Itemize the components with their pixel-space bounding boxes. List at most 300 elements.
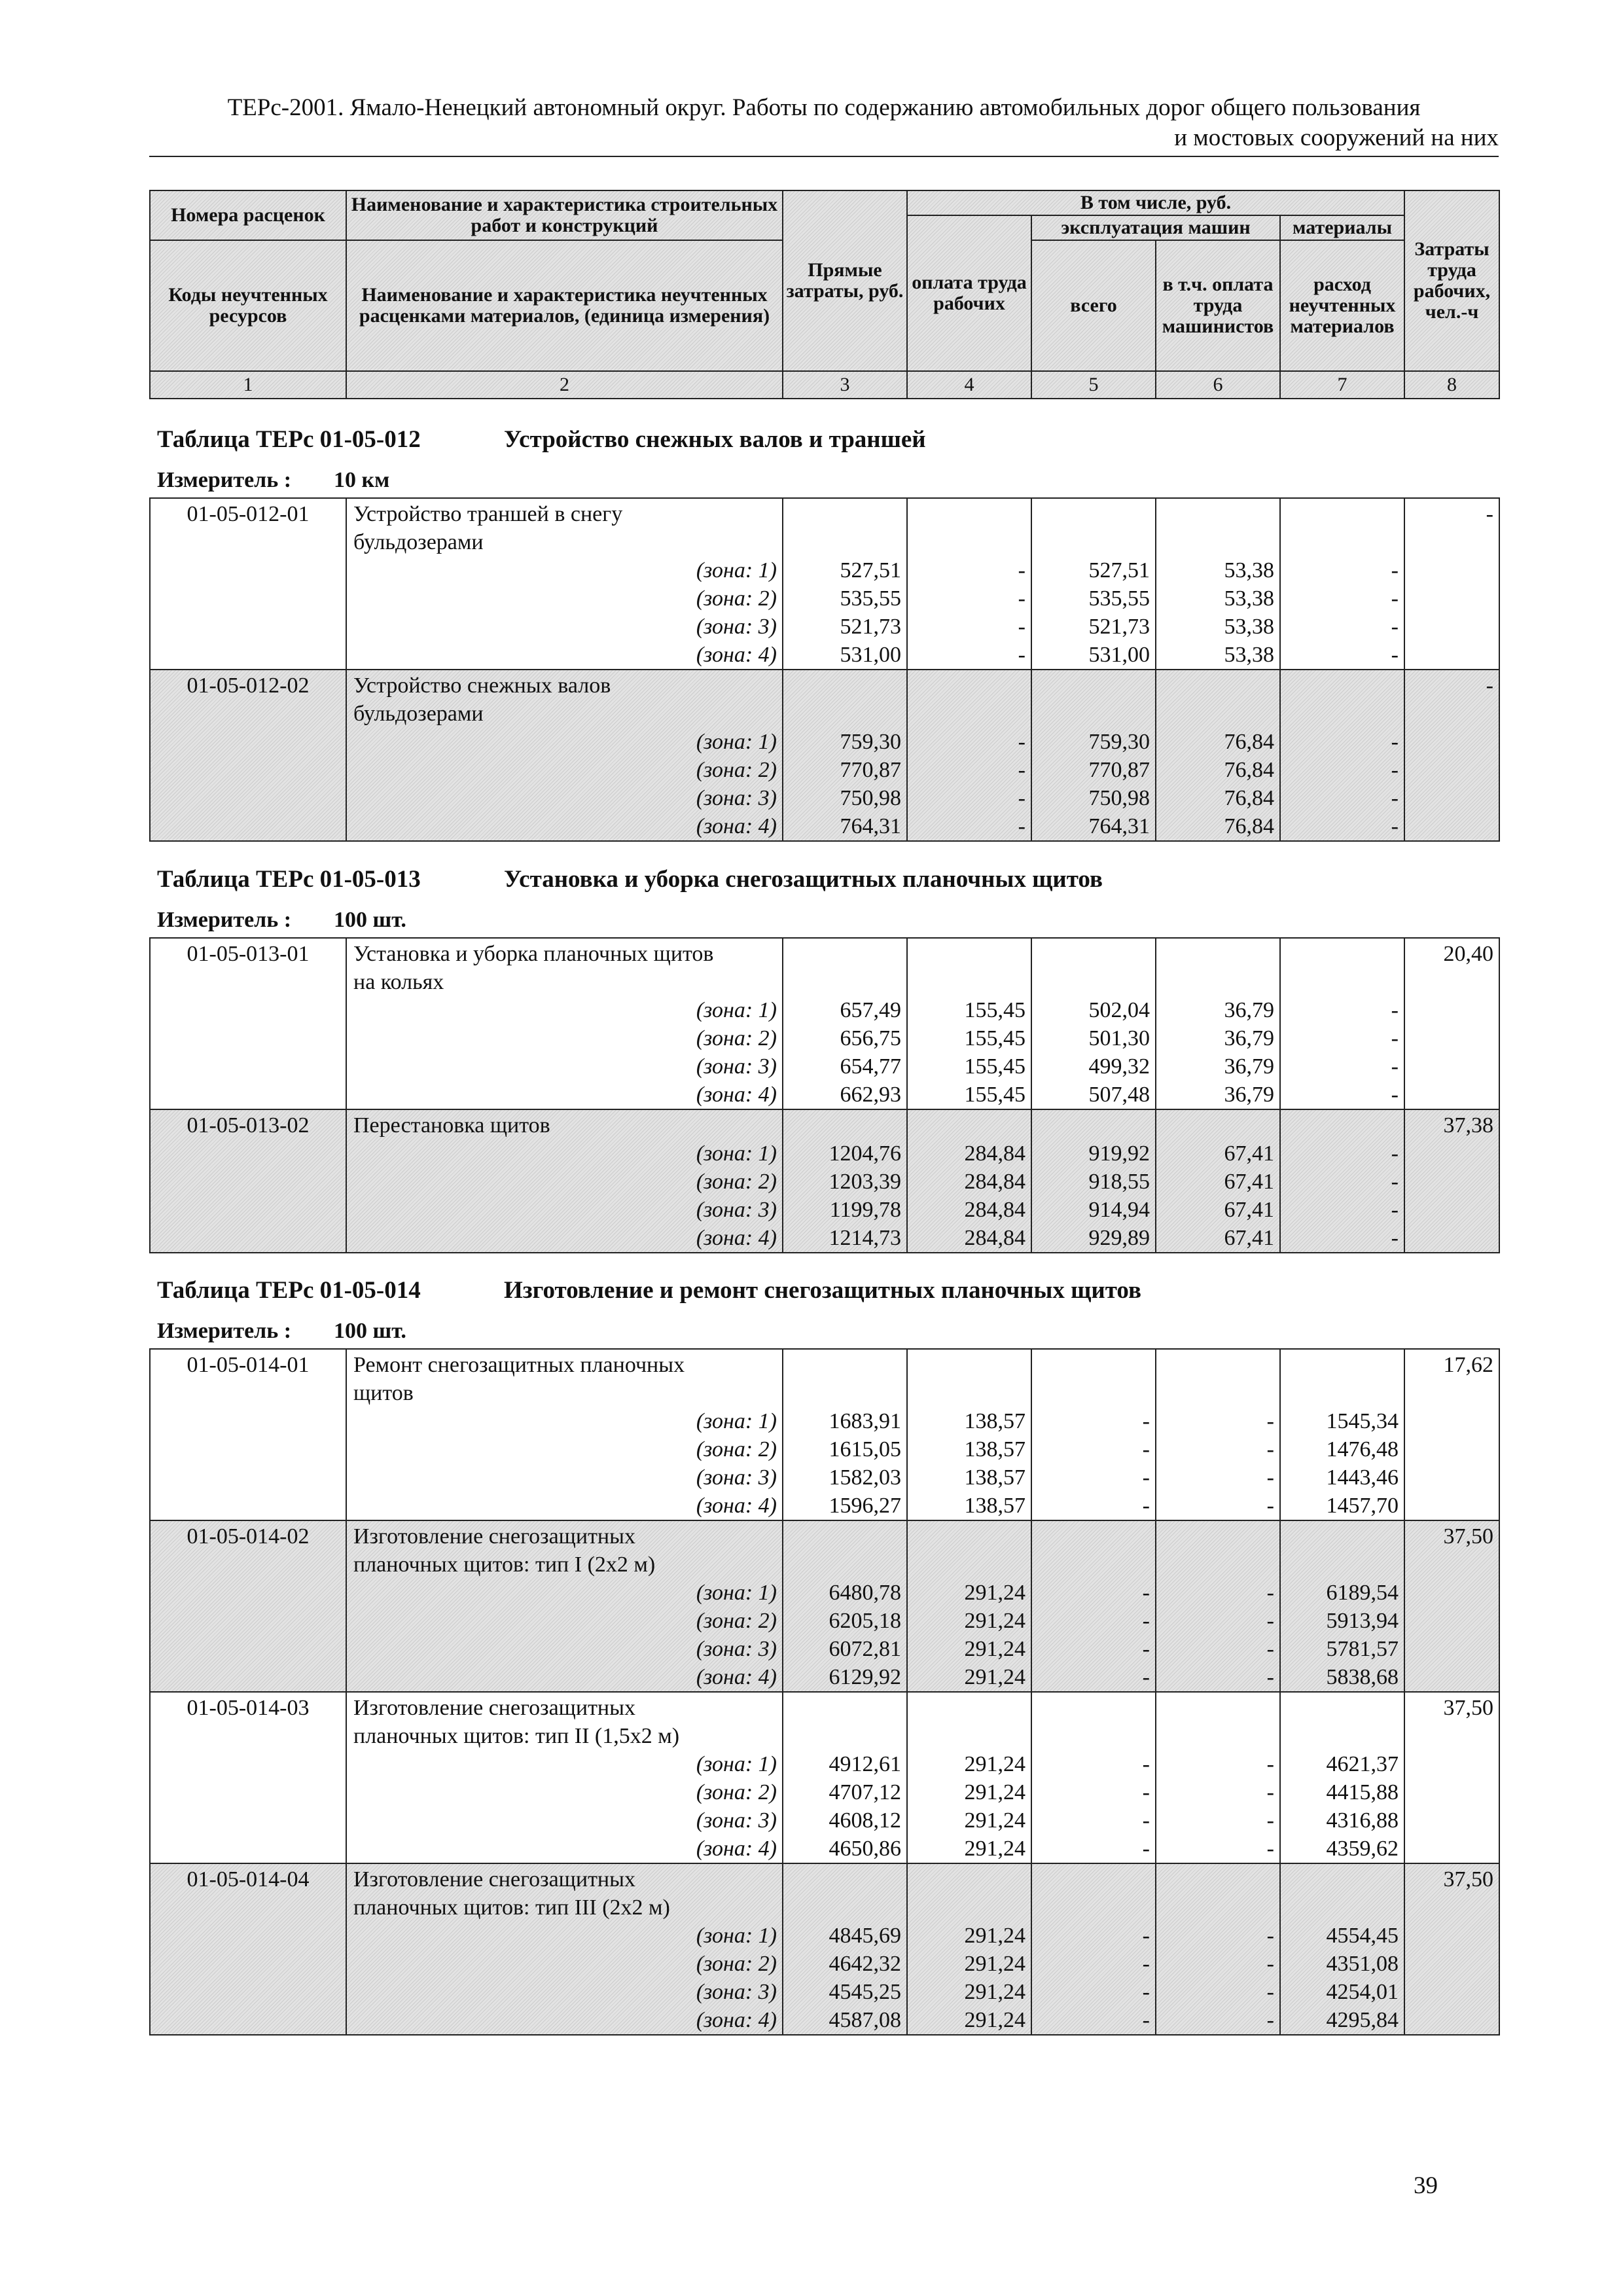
machines-total-value: -	[1142, 1437, 1150, 1462]
labor-cost-value: 37,50	[1404, 1692, 1499, 1863]
zone-label: (зона: 4)	[696, 2008, 777, 2032]
measure-value: 10 км	[334, 468, 390, 492]
machinist-pay-value: 36,79	[1224, 1026, 1274, 1050]
machines-total-value: -	[1142, 1924, 1150, 1948]
material-usage-value: -	[1391, 1026, 1399, 1050]
material-usage-value: -	[1391, 1083, 1399, 1107]
material-usage-value: 5913,94	[1326, 1609, 1399, 1633]
column-header-table	[149, 190, 1500, 399]
material-usage-value: 4554,45	[1326, 1924, 1399, 1948]
machines-total-value: -	[1142, 1409, 1150, 1433]
material-usage-value: -	[1391, 1226, 1399, 1250]
column-number: 8	[1404, 371, 1499, 399]
description-line: планочных щитов: тип I (2х2 м)	[353, 1552, 656, 1577]
worker-pay-value-cell	[907, 670, 1031, 841]
machines-total-value: -	[1142, 1637, 1150, 1661]
material-usage-value-cell	[1280, 1863, 1404, 2035]
section-title	[157, 1276, 1141, 1304]
worker-pay-value-cell	[907, 1863, 1031, 2035]
labor-cost-value: 37,38	[1404, 1109, 1499, 1253]
direct-cost-value: 654,77	[840, 1054, 901, 1079]
machines-total-value-cell	[1031, 670, 1156, 841]
worker-pay-value: 138,57	[964, 1409, 1026, 1433]
zone-label: (зона: 1)	[696, 1581, 777, 1605]
direct-cost-value: 6480,78	[829, 1581, 901, 1605]
machinist-pay-value: 67,41	[1224, 1141, 1274, 1166]
measure-unit	[157, 908, 406, 933]
material-usage-value: 4254,01	[1326, 1980, 1399, 2004]
rate-description	[346, 498, 783, 670]
header-rate-numbers: Номера расценок	[150, 190, 346, 240]
machines-total-value: 507,48	[1088, 1083, 1150, 1107]
table-title: Изготовление и ремонт снегозащитных планочных щитов	[504, 1277, 1141, 1304]
machines-total-value: 502,04	[1088, 998, 1150, 1022]
material-usage-value-cell	[1280, 670, 1404, 841]
labor-cost-value: -	[1404, 670, 1499, 841]
worker-pay-value: 291,24	[964, 1665, 1026, 1689]
material-usage-value: -	[1391, 758, 1399, 782]
machinist-pay-value: -	[1266, 1952, 1274, 1976]
machines-total-value: 929,89	[1088, 1226, 1150, 1250]
rate-code: 01-05-013-01	[150, 938, 346, 1109]
machines-total-value: -	[1142, 1780, 1150, 1804]
worker-pay-value: 155,45	[964, 1026, 1026, 1050]
material-usage-value: -	[1391, 730, 1399, 754]
zone-label: (зона: 4)	[696, 643, 777, 667]
direct-cost-value: 759,30	[840, 730, 901, 754]
rate-row	[150, 1692, 1499, 1863]
machinist-pay-value: 53,38	[1224, 615, 1274, 639]
worker-pay-value: -	[1018, 786, 1026, 810]
worker-pay-value-cell	[907, 1109, 1031, 1253]
worker-pay-value: 155,45	[964, 1083, 1026, 1107]
material-usage-value-cell	[1280, 938, 1404, 1109]
direct-cost-value: 1582,03	[829, 1465, 901, 1490]
zone-label: (зона: 2)	[696, 1170, 777, 1194]
material-usage-value: 5838,68	[1326, 1665, 1399, 1689]
machines-total-value: 535,55	[1088, 586, 1150, 611]
direct-cost-value: 1203,39	[829, 1170, 901, 1194]
header-material-names: Наименование и характеристика неучтенных расценками материалов, (единица измерения)	[346, 240, 783, 371]
column-number: 2	[346, 371, 783, 399]
labor-cost-value: 37,50	[1404, 1520, 1499, 1692]
direct-cost-value: 6129,92	[829, 1665, 901, 1689]
worker-pay-value: 291,24	[964, 1637, 1026, 1661]
page-number: 39	[1414, 2172, 1438, 2199]
machines-total-value: -	[1142, 1581, 1150, 1605]
rate-row	[150, 498, 1499, 670]
worker-pay-value: 291,24	[964, 1952, 1026, 1976]
rate-code: 01-05-014-03	[150, 1692, 346, 1863]
machinist-pay-value-cell	[1156, 1520, 1280, 1692]
worker-pay-value: 291,24	[964, 2008, 1026, 2032]
column-number: 3	[783, 371, 907, 399]
direct-cost-value: 6072,81	[829, 1637, 901, 1661]
header-machines-total: всего	[1031, 240, 1156, 371]
material-usage-value: 5781,57	[1326, 1637, 1399, 1661]
worker-pay-value-cell	[907, 498, 1031, 670]
rate-row	[150, 938, 1499, 1109]
header-direct-costs: Прямые затраты, руб.	[783, 190, 907, 371]
machinist-pay-value: -	[1266, 1465, 1274, 1490]
direct-cost-value: 4707,12	[829, 1780, 901, 1804]
machines-total-value: 919,92	[1088, 1141, 1150, 1166]
machines-total-value: 759,30	[1088, 730, 1150, 754]
measure-label: Измеритель :	[157, 1319, 292, 1343]
material-usage-value: -	[1391, 998, 1399, 1022]
direct-cost-value: 1683,91	[829, 1409, 901, 1433]
machinist-pay-value: -	[1266, 1494, 1274, 1518]
zone-label: (зона: 4)	[696, 814, 777, 838]
worker-pay-value: 155,45	[964, 1054, 1026, 1079]
machines-total-value: -	[1142, 1808, 1150, 1833]
section-title	[157, 865, 1103, 893]
worker-pay-value: -	[1018, 586, 1026, 611]
worker-pay-value: 155,45	[964, 998, 1026, 1022]
measure-unit	[157, 1319, 406, 1344]
machinist-pay-value: -	[1266, 1437, 1274, 1462]
description-line: Устройство снежных валов	[353, 673, 611, 698]
machines-total-value: -	[1142, 1980, 1150, 2004]
worker-pay-value: -	[1018, 643, 1026, 667]
material-usage-value: -	[1391, 1054, 1399, 1079]
machinist-pay-value-cell	[1156, 1349, 1280, 1520]
material-usage-value: 4351,08	[1326, 1952, 1399, 1976]
machinist-pay-value: -	[1266, 1637, 1274, 1661]
measure-label: Измеритель :	[157, 908, 292, 932]
material-usage-value: 1545,34	[1326, 1409, 1399, 1433]
table-title: Устройство снежных валов и траншей	[504, 426, 926, 453]
description-line: Изготовление снегозащитных	[353, 1867, 635, 1892]
machines-total-value: -	[1142, 1465, 1150, 1490]
machinist-pay-value: 67,41	[1224, 1170, 1274, 1194]
machines-total-value: -	[1142, 1609, 1150, 1633]
direct-cost-value-cell	[783, 938, 907, 1109]
machinist-pay-value: 36,79	[1224, 1054, 1274, 1079]
machines-total-value: -	[1142, 1494, 1150, 1518]
direct-cost-value: 770,87	[840, 758, 901, 782]
worker-pay-value: 291,24	[964, 1837, 1026, 1861]
machines-total-value: 764,31	[1088, 814, 1150, 838]
direct-cost-value: 521,73	[840, 615, 901, 639]
machines-total-value: -	[1142, 1752, 1150, 1776]
worker-pay-value: 291,24	[964, 1780, 1026, 1804]
zone-label: (зона: 3)	[696, 1198, 777, 1222]
labor-cost-value: -	[1404, 498, 1499, 670]
rate-description	[346, 1349, 783, 1520]
zone-label: (зона: 1)	[696, 1141, 777, 1166]
machines-total-value-cell	[1031, 1863, 1156, 2035]
material-usage-value: -	[1391, 586, 1399, 611]
description-line: Перестановка щитов	[353, 1113, 550, 1138]
header-resource-codes: Коды неучтенных ресурсов	[150, 240, 346, 371]
rate-code: 01-05-014-01	[150, 1349, 346, 1520]
column-number: 7	[1280, 371, 1404, 399]
rate-description	[346, 670, 783, 841]
rates-table	[149, 497, 1500, 842]
material-usage-value-cell	[1280, 1520, 1404, 1692]
direct-cost-value: 4608,12	[829, 1808, 901, 1833]
worker-pay-value: 291,24	[964, 1752, 1026, 1776]
material-usage-value: -	[1391, 615, 1399, 639]
machinist-pay-value: -	[1266, 1581, 1274, 1605]
material-usage-value: -	[1391, 1198, 1399, 1222]
worker-pay-value: 284,84	[964, 1170, 1026, 1194]
zone-label: (зона: 3)	[696, 615, 777, 639]
zone-label: (зона: 4)	[696, 1226, 777, 1250]
machinist-pay-value: 53,38	[1224, 558, 1274, 583]
machinist-pay-value-cell	[1156, 1109, 1280, 1253]
header-machinist-pay: в т.ч. оплата труда машинистов	[1156, 240, 1280, 371]
machines-total-value-cell	[1031, 498, 1156, 670]
rate-description	[346, 1109, 783, 1253]
material-usage-value: 4316,88	[1326, 1808, 1399, 1833]
material-usage-value-cell	[1280, 1109, 1404, 1253]
machinist-pay-value: 76,84	[1224, 814, 1274, 838]
direct-cost-value-cell	[783, 498, 907, 670]
worker-pay-value: 138,57	[964, 1465, 1026, 1490]
labor-cost-value: 20,40	[1404, 938, 1499, 1109]
rate-code: 01-05-014-04	[150, 1863, 346, 2035]
direct-cost-value: 6205,18	[829, 1609, 901, 1633]
header-material-usage: расход неучтенных материалов	[1280, 240, 1404, 371]
machines-total-value: 499,32	[1088, 1054, 1150, 1079]
machines-total-value-cell	[1031, 1349, 1156, 1520]
zone-label: (зона: 2)	[696, 1026, 777, 1050]
machinist-pay-value: -	[1266, 1409, 1274, 1433]
direct-cost-value: 657,49	[840, 998, 901, 1022]
rate-description	[346, 1520, 783, 1692]
worker-pay-value: -	[1018, 558, 1026, 583]
machines-total-value: 914,94	[1088, 1198, 1150, 1222]
measure-unit	[157, 468, 389, 493]
machinist-pay-value-cell	[1156, 670, 1280, 841]
direct-cost-value: 1596,27	[829, 1494, 901, 1518]
rate-description	[346, 1692, 783, 1863]
material-usage-value: -	[1391, 786, 1399, 810]
machinist-pay-value-cell	[1156, 1863, 1280, 2035]
machinist-pay-value: -	[1266, 2008, 1274, 2032]
description-line: Изготовление снегозащитных	[353, 1696, 635, 1720]
column-number: 1	[150, 371, 346, 399]
worker-pay-value: -	[1018, 758, 1026, 782]
machinist-pay-value: 76,84	[1224, 758, 1274, 782]
machinist-pay-value: 53,38	[1224, 643, 1274, 667]
zone-label: (зона: 2)	[696, 1952, 777, 1976]
zone-label: (зона: 1)	[696, 998, 777, 1022]
zone-label: (зона: 4)	[696, 1494, 777, 1518]
rates-table	[149, 937, 1500, 1253]
material-usage-value: -	[1391, 814, 1399, 838]
zone-label: (зона: 3)	[696, 1054, 777, 1079]
machines-total-value: 770,87	[1088, 758, 1150, 782]
section-title	[157, 425, 926, 454]
material-usage-value: 1443,46	[1326, 1465, 1399, 1490]
description-line: планочных щитов: тип II (1,5х2 м)	[353, 1724, 680, 1748]
zone-label: (зона: 3)	[696, 786, 777, 810]
zone-label: (зона: 4)	[696, 1665, 777, 1689]
direct-cost-value: 4650,86	[829, 1837, 901, 1861]
material-usage-value: 4415,88	[1326, 1780, 1399, 1804]
worker-pay-value: 291,24	[964, 1980, 1026, 2004]
direct-cost-value: 1615,05	[829, 1437, 901, 1462]
worker-pay-value: 291,24	[964, 1581, 1026, 1605]
direct-cost-value: 535,55	[840, 586, 901, 611]
machinist-pay-value: 76,84	[1224, 786, 1274, 810]
header-work-name: Наименование и характеристика строительных работ и конструкций	[346, 190, 783, 240]
description-line: бульдозерами	[353, 702, 484, 726]
description-line: планочных щитов: тип III (2х2 м)	[353, 1895, 670, 1920]
machines-total-value: 750,98	[1088, 786, 1150, 810]
machines-total-value: -	[1142, 2008, 1150, 2032]
direct-cost-value: 4912,61	[829, 1752, 901, 1776]
zone-label: (зона: 3)	[696, 1808, 777, 1833]
measure-label: Измеритель :	[157, 468, 292, 492]
rate-row	[150, 1520, 1499, 1692]
material-usage-value-cell	[1280, 498, 1404, 670]
header-machine-operation: эксплуатация машин	[1031, 215, 1280, 240]
rate-description	[346, 938, 783, 1109]
direct-cost-value-cell	[783, 1109, 907, 1253]
zone-label: (зона: 1)	[696, 1752, 777, 1776]
table-id: Таблица ТЕРс 01-05-013	[157, 866, 421, 893]
direct-cost-value: 750,98	[840, 786, 901, 810]
machinist-pay-value: -	[1266, 1980, 1274, 2004]
machinist-pay-value: -	[1266, 1752, 1274, 1776]
rate-code: 01-05-012-02	[150, 670, 346, 841]
zone-label: (зона: 2)	[696, 758, 777, 782]
machines-total-value: -	[1142, 1665, 1150, 1689]
column-number: 6	[1156, 371, 1280, 399]
zone-label: (зона: 4)	[696, 1083, 777, 1107]
rate-code: 01-05-014-02	[150, 1520, 346, 1692]
labor-cost-value: 17,62	[1404, 1349, 1499, 1520]
zone-label: (зона: 3)	[696, 1465, 777, 1490]
description-line: на кольях	[353, 970, 444, 994]
worker-pay-value: -	[1018, 730, 1026, 754]
description-line: бульдозерами	[353, 530, 484, 554]
rate-code: 01-05-012-01	[150, 498, 346, 670]
machines-total-value: 521,73	[1088, 615, 1150, 639]
rate-row	[150, 670, 1499, 841]
worker-pay-value-cell	[907, 1520, 1031, 1692]
rate-row	[150, 1863, 1499, 2035]
machines-total-value: 527,51	[1088, 558, 1150, 583]
header-line-1: ТЕРс-2001. Ямало-Ненецкий автономный округ. Работы по содержанию автомобильных дорог общего пользования	[227, 94, 1421, 121]
machinist-pay-value: 67,41	[1224, 1226, 1274, 1250]
zone-label: (зона: 3)	[696, 1980, 777, 2004]
material-usage-value: -	[1391, 1170, 1399, 1194]
direct-cost-value: 4545,25	[829, 1980, 901, 2004]
machinist-pay-value: -	[1266, 1808, 1274, 1833]
machines-total-value: 918,55	[1088, 1170, 1150, 1194]
rate-description	[346, 1863, 783, 2035]
worker-pay-value: 291,24	[964, 1808, 1026, 1833]
zone-label: (зона: 2)	[696, 1780, 777, 1804]
material-usage-value: 1476,48	[1326, 1437, 1399, 1462]
machines-total-value: 501,30	[1088, 1026, 1150, 1050]
material-usage-value: 1457,70	[1326, 1494, 1399, 1518]
machinist-pay-value: 53,38	[1224, 586, 1274, 611]
rate-code: 01-05-013-02	[150, 1109, 346, 1253]
machinist-pay-value-cell	[1156, 498, 1280, 670]
worker-pay-value-cell	[907, 938, 1031, 1109]
table-title: Установка и уборка снегозащитных планочных щитов	[504, 866, 1103, 893]
material-usage-value: 4359,62	[1326, 1837, 1399, 1861]
description-line: Изготовление снегозащитных	[353, 1524, 635, 1549]
header-labor-costs: Затраты труда рабочих, чел.-ч	[1404, 190, 1499, 371]
zone-label: (зона: 3)	[696, 1637, 777, 1661]
header-line-2: и мостовых сооружений на них	[1174, 124, 1499, 151]
worker-pay-value: 138,57	[964, 1437, 1026, 1462]
direct-cost-value-cell	[783, 670, 907, 841]
machines-total-value: -	[1142, 1837, 1150, 1861]
measure-value: 100 шт.	[334, 908, 406, 932]
machinist-pay-value-cell	[1156, 1692, 1280, 1863]
direct-cost-value-cell	[783, 1349, 907, 1520]
zone-label: (зона: 1)	[696, 1409, 777, 1433]
description-line: Ремонт снегозащитных планочных	[353, 1353, 685, 1377]
worker-pay-value: -	[1018, 814, 1026, 838]
machinist-pay-value: 36,79	[1224, 998, 1274, 1022]
machinist-pay-value: -	[1266, 1665, 1274, 1689]
material-usage-value-cell	[1280, 1349, 1404, 1520]
material-usage-value-cell	[1280, 1692, 1404, 1863]
table-id: Таблица ТЕРс 01-05-014	[157, 1277, 421, 1304]
machinist-pay-value: -	[1266, 1780, 1274, 1804]
worker-pay-value-cell	[907, 1349, 1031, 1520]
zone-label: (зона: 4)	[696, 1837, 777, 1861]
direct-cost-value: 1214,73	[829, 1226, 901, 1250]
direct-cost-value: 662,93	[840, 1083, 901, 1107]
worker-pay-value: 291,24	[964, 1609, 1026, 1633]
direct-cost-value-cell	[783, 1692, 907, 1863]
worker-pay-value: -	[1018, 615, 1026, 639]
direct-cost-value: 656,75	[840, 1026, 901, 1050]
worker-pay-value: 291,24	[964, 1924, 1026, 1948]
direct-cost-value-cell	[783, 1863, 907, 2035]
zone-label: (зона: 1)	[696, 558, 777, 583]
material-usage-value: 4295,84	[1326, 2008, 1399, 2032]
machinist-pay-value: 67,41	[1224, 1198, 1274, 1222]
header-including: В том числе, руб.	[907, 190, 1404, 215]
direct-cost-value: 4587,08	[829, 2008, 901, 2032]
description-line: Устройство траншей в снегу	[353, 502, 623, 526]
machinist-pay-value: 76,84	[1224, 730, 1274, 754]
table-id: Таблица ТЕРс 01-05-012	[157, 426, 421, 453]
worker-pay-value: 284,84	[964, 1226, 1026, 1250]
material-usage-value: 6189,54	[1326, 1581, 1399, 1605]
description-line: щитов	[353, 1381, 414, 1405]
header-worker-pay: оплата труда рабочих	[907, 215, 1031, 371]
worker-pay-value-cell	[907, 1692, 1031, 1863]
machinist-pay-value: -	[1266, 1837, 1274, 1861]
page-header	[149, 93, 1499, 157]
rate-row	[150, 1349, 1499, 1520]
machines-total-value-cell	[1031, 1692, 1156, 1863]
material-usage-value: -	[1391, 643, 1399, 667]
header-materials: материалы	[1280, 215, 1404, 240]
machines-total-value: -	[1142, 1952, 1150, 1976]
material-usage-value: -	[1391, 1141, 1399, 1166]
zone-label: (зона: 1)	[696, 730, 777, 754]
direct-cost-value: 1204,76	[829, 1141, 901, 1166]
description-line: Установка и уборка планочных щитов	[353, 942, 714, 966]
machines-total-value-cell	[1031, 1109, 1156, 1253]
rates-table	[149, 1348, 1500, 2036]
column-number: 4	[907, 371, 1031, 399]
machines-total-value: 531,00	[1088, 643, 1150, 667]
